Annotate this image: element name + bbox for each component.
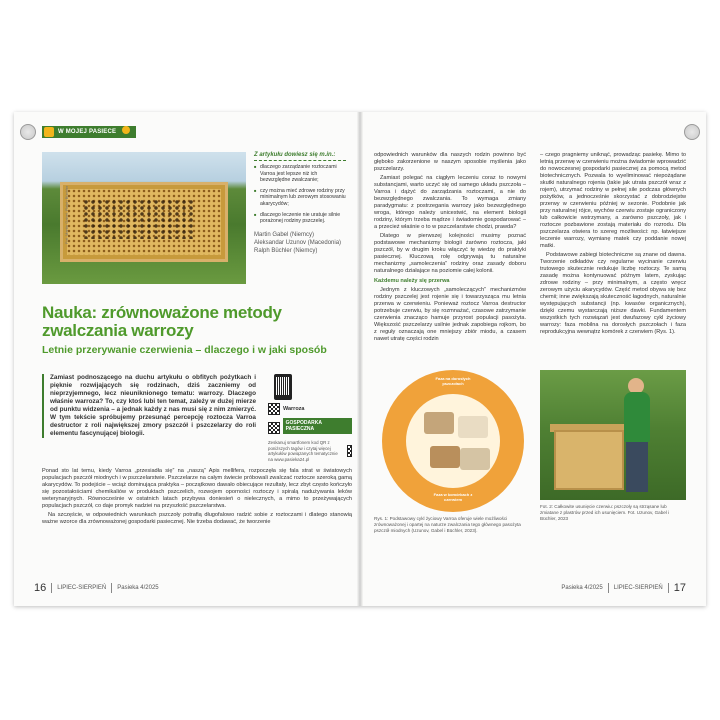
magazine-label: Pasieka 4/2025 <box>117 585 159 591</box>
issue-label: LIPIEC-SIERPIEŃ <box>613 585 663 591</box>
paragraph: odpowiednich warunków dla naszych rodzin powinno być głęboko zakorzenione w naszym sposobie myślenia jako pszczelarzy. <box>374 152 526 172</box>
photo-caption: Fot. 2: Całkowite usunięcie czerwiu: pszczoły są strząsane lub zmiatane z plastrów przed ich usunięciem. Fot. Uzunov, Gabel i Büchler, 2023 <box>540 504 670 521</box>
authors <box>254 231 346 255</box>
page-number: 17 <box>673 582 686 594</box>
summary-item: ■ dlaczego leczenie nie uratuje silnie porażonej rodziny pszczelej. <box>254 212 346 225</box>
summary-item: ■ dlaczego zarządzanie roztoczami Varroa jest lepsze niż ich bezwzględne zwalczanie; <box>254 164 346 184</box>
diagram-label: Faza w komórkach z czerwiem <box>433 492 473 502</box>
qr-note: Zeskanuj smartfonem kod QR z poniższych tagów i czytaj więcej artykułów powiązanych tematycznie na www.pasieka24.pl <box>268 440 338 462</box>
paragraph: – czego pragniemy uniknąć, prowadząc pasiekę. Mimo to letnią przerwę w czerwieniu można świadomie wprowadzić do nowoczesnej gospodarki pasiecznej za pomocą metod biotechnicznych. Pozwala to wyeliminować niepożądane skutki naturalnego rojenia (takie jak utrata pszczół wraz z rojem), utrzymać rodziny w pełnej sile podczas głównych pożytków, a jednocześnie skorzystać z dobrodziejstw przerwy w czerwieniu później w sezonie. Podobnie jak przy naturalnej rójce, wychów czerwiu zostaje ograniczony lub całkowicie wstrzymany, a zarówno pszczoły, jak i roztocze pozbawione zostają materiału do rozrodu. Dla pszczelarza otwiera to szereg możliwości: np. łatwiejsze leczenie warrozy, wymianę matek czy poddanie nowej matki. <box>540 152 686 249</box>
seal-icon <box>20 124 36 140</box>
beekeeper-photo <box>540 370 686 500</box>
honeycomb-frame <box>60 182 228 262</box>
page-footer <box>34 582 159 594</box>
author: Aleksandar Uzunov (Macedonia) <box>254 239 342 246</box>
page-number: 16 <box>34 582 47 594</box>
paragraph: Na szczęście, w odpowiednich warunkach pszczoły potrafią długofalowo radzić sobie z roztoczami i dlatego stanowią ważne wzorce dla zrównoważonej gospodarki pasiecznej. Nie trzeba dodawać, że tworzenie <box>42 512 352 525</box>
qr-code-icon[interactable] <box>268 422 280 434</box>
photo-credit: Fot. Uzunov, Gabel i Büchler, 2023 <box>540 509 670 521</box>
paragraph: Jednym z kluczowych „samoleczących” mechanizmów rodziny pszczelej jest rojenie się i towarzysząca mu letnia przerwa w czerwieniu. Ponieważ roztocz Varroa destructor potrzebuje czerwiu, by się rozmnażać, czasowe zatrzymanie czerwienia znacząco hamuje przyrost populacji pasożyta. Większość pszczelarzy usilnie jednak zapobiega rojkom, bo z reguły oznaczają one mniejszy zbiór miodu, a czasem nawet utratę części rodzin <box>374 287 526 342</box>
hive-icon <box>44 127 54 137</box>
article-summary-box <box>254 152 346 255</box>
photo-credit: Fot. Martin Gabel, Ralph Büchler <box>64 185 69 244</box>
mite-photo-segment <box>458 416 488 438</box>
author: Martin Gabel (Niemcy) <box>254 231 315 238</box>
section-tag: W MOJEJ PASIECE <box>42 126 136 138</box>
brood-photo-segment <box>430 446 460 468</box>
paragraph: Ponad sto lat temu, kiedy Varroa „przesiadła się” na „naszą” Apis mellifera, rozpoczęła się fala strat w światowych populacjach pszczół miodnych i w pszczelarstwie. Pszczelarze na całym świecie próbowali zwalczać roztocze szeroką gamą akarycydów. To podejście – wciąż dominująca praktyka – początkowo dawało obiecujące rezultaty, lecz zbyt często kończyło się pozostałościami chemikaliów w produktach pszczelich, rozwojem oporności roztoczy i spiralą nadużywania leków weterynaryjnych. Równocześnie w ostatnich latach przybywa doniesień o nielecznych, a mimo to przeżywających populacjach pszczół, co daje promyk nadziei na przyszłość pszczelarstwa. <box>42 468 352 509</box>
bee-photo-segment <box>424 412 454 434</box>
qr-tag-band: GOSPODARKA PASIECZNA <box>283 418 352 434</box>
article-lead: Zamiast podnoszącego na duchu artykułu o obfitych pożytkach i pięknie rozwijających się rodzinach, dziś zaczniemy od nieprzyjemnego, lecz nieuniknionego tematu: warrozy. Dlaczego właśnie warroza? To, czy ktoś lubi ten temat, zależy w dużej mierze od punktu widzenia – a jednak każdy z nas musi się z nim zmierzyć. W tym tekście spróbujemy przesunąć percepcję roztocza Varroa destructor z roli największej zmory pszczół i pszczelarzy do roli elementu fascynującej biologii. <box>42 374 256 438</box>
paragraph: Zamiast polegać na ciągłym leczeniu coraz to nowymi substancjami, warto uczyć się od samego układu pszczoła – Varroa i dążyć do zarządzania roztoczami, a nie do bezwzględnego zwalczania. To wymaga zmiany paradygmatu: z postrzegania warrozy jako bezwzględnego wroga, którego należy unicestwić, na element biologii rodziny, którym trzeba mądrze i świadomie gospodarować – a przecież właśnie o to w pszczelarstwie chodzi, prawda? <box>374 175 526 230</box>
body-column-2 <box>540 152 686 338</box>
left-page <box>14 112 360 606</box>
article-title: Nauka: zrównoważone metody zwalczania warrozy <box>42 303 282 340</box>
magazine-spread <box>14 112 706 606</box>
dot-icon <box>122 126 130 134</box>
smartphone-icon <box>274 374 292 400</box>
author: Ralph Büchler (Niemcy) <box>254 247 318 254</box>
beehive-frame-photo <box>42 152 246 284</box>
qr-code-icon[interactable] <box>268 403 280 415</box>
figure-caption: Rys. 1: Podstawowy cykl życiowy Varroa oferuje wiele możliwości zrównoważonej i opartej na naturze zwalczania tego głównego pasożyta pszczół miodnych (Uzunov, Gabel i Büchler, 2023). <box>374 516 521 533</box>
right-page <box>360 112 706 606</box>
varroa-lifecycle-figure <box>374 370 532 550</box>
body-column-1 <box>374 152 526 345</box>
beekeeper <box>624 392 650 442</box>
paragraph: Podstawowe zabiegi biotechniczne są znane od dawna. Tworzenie odkładów czy regularne wycinanie czerwiu trutowego skutecznie redukuje liczbę roztoczy. Te samą zasadę można kontynuować późnym latem, zyskując zdrowe rodziny – przy minimalnym, a często wręcz zerowym użyciu akarycydów. Część metod obywa się bez chemii; inne zwiększają skuteczność łagodnych, naturalnie występujących substancji (np. kwasów organicznych), dzięki czemu wystarczają niższe dawki. Fundamentem wszystkich tych rozwiązań jest dwufazowy cykl życiowy warrozy: faza mobilna na dorosłych pszczołach i faza reprodukcyjna wewnątrz komórek z czerwiem (Rys. 1). <box>540 252 686 335</box>
magazine-label: Pasieka 4/2025 <box>561 585 603 591</box>
body-text <box>42 468 352 528</box>
hive-box <box>554 430 624 490</box>
diagram-label: Faza na dorosłych pszczołach <box>435 376 471 386</box>
qr-tag-label: Warroza <box>283 406 305 412</box>
subheading: Każdemu należy się przerwa <box>374 278 450 284</box>
issue-label: LIPIEC-SIERPIEŃ <box>57 585 107 591</box>
qr-panel <box>268 374 352 465</box>
summary-item: ■ czy można mieć zdrowe rodziny przy minimalnym lub zerowym stosowaniu akarycydów; <box>254 188 346 208</box>
cell-photo-segment <box>460 448 490 470</box>
seal-icon <box>684 124 700 140</box>
paragraph: Dlatego w pierwszej kolejności musimy poznać podstawowe mechanizmy biologii żarówno roztocza, jaki pszczół, by w drugim kroku włączyć tę wiedzę do praktyki pasiecznej. Kluczową rolę odgrywają tu naturalne mechanizmy „samoleczenia” rodziny oraz zasady doboru naturalnego działające na poziomie całej kolonii. <box>374 233 526 274</box>
qr-code-icon[interactable] <box>347 445 352 457</box>
lifecycle-diagram <box>382 370 524 512</box>
page-footer <box>561 582 686 594</box>
article-subtitle: Letnie przerywanie czerwienia – dlaczego i w jaki sposób <box>42 344 327 356</box>
summary-title: Z artykułu dowiesz się m.in.: <box>254 152 346 161</box>
